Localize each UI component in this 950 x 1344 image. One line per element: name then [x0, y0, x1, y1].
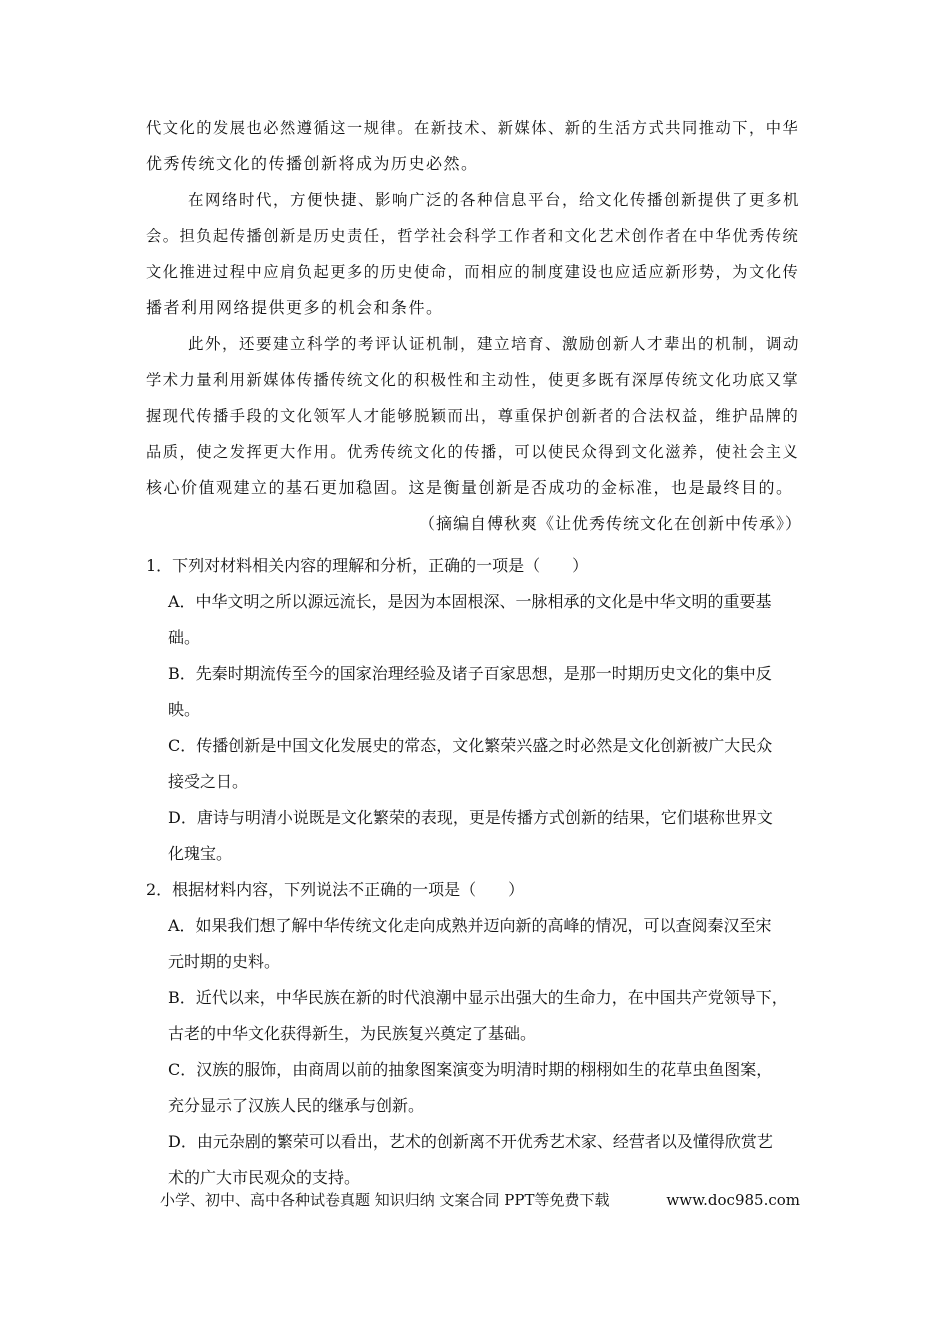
- question-list: [146, 548, 810, 1196]
- option-line: A．中华文明之所以源远流长，是因为本固根深、一脉相承的文化是中华文明的重要基: [168, 592, 772, 611]
- option-line: 古老的中华文化获得新生，为民族复兴奠定了基础。: [168, 1024, 537, 1043]
- passage-line: 握现代传播手段的文化领军人才能够脱颖而出，尊重保护创新者的合法权益，维护品牌的: [146, 407, 800, 425]
- answer-option-c[interactable]: [146, 728, 810, 800]
- option-line: 础。: [168, 628, 201, 647]
- passage-line: 品质，使之发挥更大作用。优秀传统文化的传播，可以使民众得到文化滋养，使社会主义: [146, 443, 800, 461]
- answer-option-d[interactable]: [146, 800, 810, 872]
- option-line: B．先秦时期流传至今的国家治理经验及诸子百家思想，是那一时期历史文化的集中反: [168, 664, 772, 683]
- passage-line: 此外，还要建立科学的考评认证机制，建立培育、激励创新人才辈出的机制，调动: [188, 335, 801, 353]
- answer-option-c[interactable]: [146, 1052, 810, 1124]
- passage-line: 在网络时代，方便快捷、影响广泛的各种信息平台，给文化传播创新提供了更多机: [188, 191, 801, 209]
- option-line: B．近代以来，中华民族在新的时代浪潮中显示出强大的生命力，在中国共产党领导下，: [168, 988, 788, 1007]
- passage-line: 文化推进过程中应肩负起更多的历史使命，而相应的制度建设也应适应新形势，为文化传: [146, 263, 800, 281]
- reading-passage: [146, 110, 806, 542]
- question-stem: 1．下列对材料相关内容的理解和分析，正确的一项是（ ）: [146, 556, 589, 575]
- answer-option-b[interactable]: [146, 656, 810, 728]
- page-footer: [160, 1188, 800, 1212]
- option-line: 元时期的史料。: [168, 952, 281, 971]
- option-line: C．传播创新是中国文化发展史的常态，文化繁荣兴盛之时必然是文化创新被广大民众: [168, 736, 773, 755]
- option-line: A．如果我们想了解中华传统文化走向成熟并迈向新的高峰的情况，可以查阅秦汉至宋: [168, 916, 772, 935]
- passage-line: 播者利用网络提供更多的机会和条件。: [146, 298, 444, 317]
- answer-option-a[interactable]: [146, 908, 810, 980]
- footer-url[interactable]: www.doc985.com: [666, 1191, 800, 1209]
- passage-line: 会。担负起传播创新是历史责任，哲学社会科学工作者和文化艺术创作者在中华优秀传统: [146, 227, 800, 245]
- passage-line: 学术力量利用新媒体传播传统文化的积极性和主动性，使更多既有深厚传统文化功底又掌: [146, 371, 800, 389]
- option-line: 术的广大市民观众的支持。: [168, 1168, 361, 1187]
- passage-line: 优秀传统文化的传播创新将成为历史必然。: [146, 154, 479, 173]
- answer-option-b[interactable]: [146, 980, 810, 1052]
- footer-text: 小学、初中、高中各种试卷真题 知识归纳 文案合同 PPT等免费下载: [160, 1191, 610, 1209]
- option-line: 接受之日。: [168, 772, 249, 791]
- option-line: 映。: [168, 700, 201, 719]
- option-line: D．唐诗与明清小说既是文化繁荣的表现，更是传播方式创新的结果，它们堪称世界文: [168, 808, 773, 827]
- option-line: 化瑰宝。: [168, 844, 233, 863]
- option-line: C．汉族的服饰，由商周以前的抽象图案演变为明清时期的栩栩如生的花草虫鱼图案，: [168, 1060, 773, 1079]
- option-line: D．由元杂剧的繁荣可以看出，艺术的创新离不开优秀艺术家、经营者以及懂得欣赏艺: [168, 1132, 773, 1151]
- option-line: 充分显示了汉族人民的继承与创新。: [168, 1096, 425, 1115]
- passage-line: 代文化的发展也必然遵循这一规律。在新技术、新媒体、新的生活方式共同推动下，中华: [146, 119, 800, 137]
- answer-option-a[interactable]: [146, 584, 810, 656]
- passage-line: 核心价值观建立的基石更加稳固。这是衡量创新是否成功的金标准，也是最终目的。: [146, 478, 794, 497]
- question-stem: 2．根据材料内容，下列说法不正确的一项是（ ）: [146, 880, 525, 899]
- answer-option-d[interactable]: [146, 1124, 810, 1196]
- passage-source: （摘编自傅秋爽《让优秀传统文化在创新中传承》）: [418, 514, 802, 533]
